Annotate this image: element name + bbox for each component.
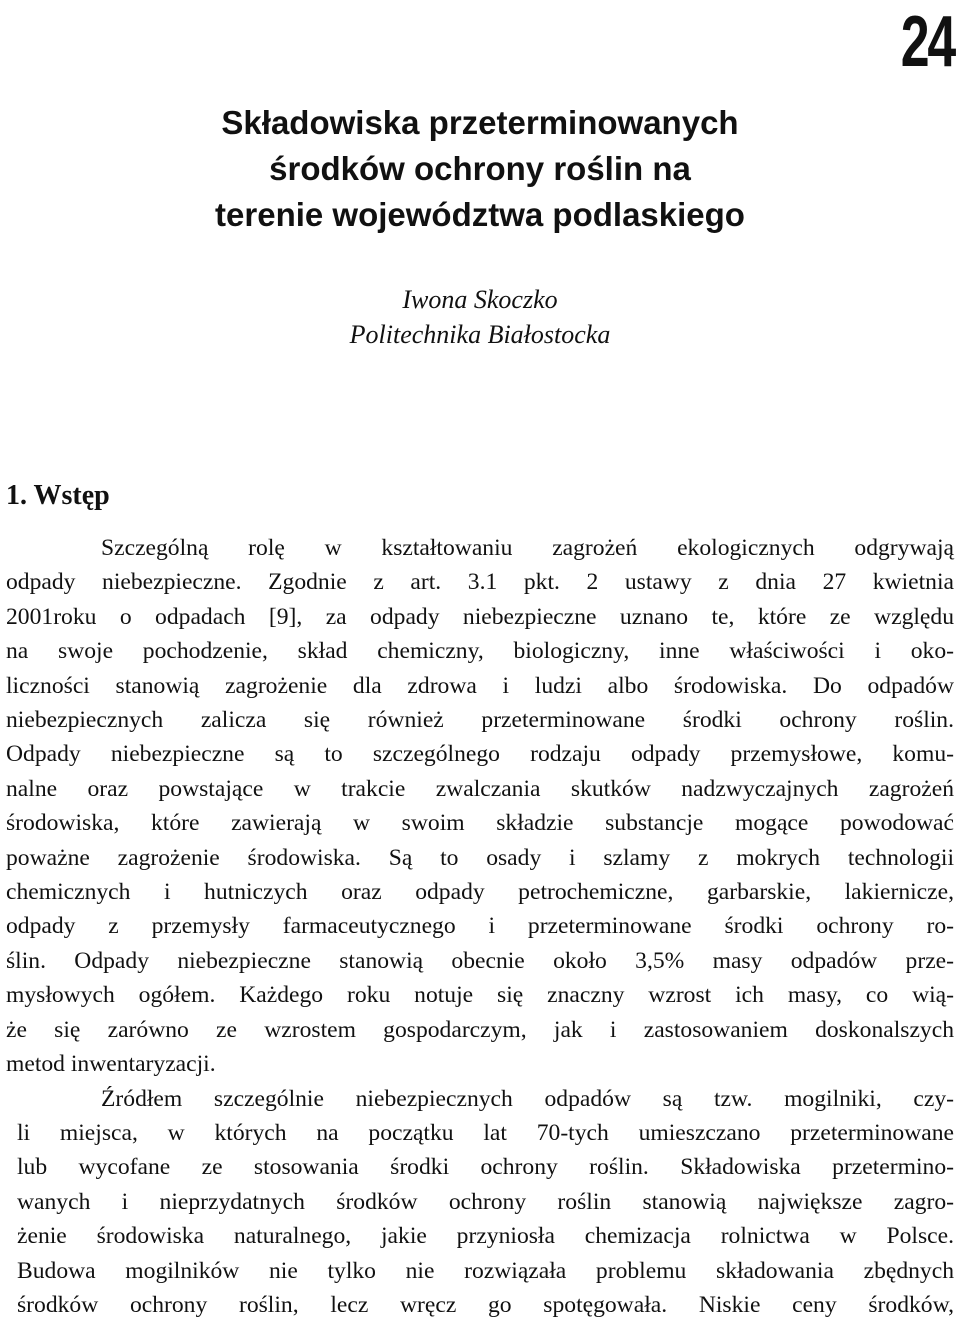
body-line: chemicznych i hutniczych oraz odpady petrochemiczne, garbarskie, lakiernicze,	[6, 879, 954, 906]
body-line: że się zarówno ze wzrostem gospodarczym, jak i zastosowaniem doskonalszych	[6, 1016, 954, 1043]
body-line: Budowa mogilników nie tylko nie rozwiązała problemu składowania zbędnych	[17, 1257, 954, 1284]
section-heading: 1. Wstęp	[6, 480, 110, 511]
body-line: Odpady niebezpieczne są to szczególnego rodzaju odpady przemysłowe, komu-	[6, 741, 954, 768]
body-line: li miejsca, w których na początku lat 70-tych umieszczano przeterminowane	[17, 1119, 954, 1146]
body-line: 2001roku o odpadach [9], za odpady niebezpieczne uznano te, które ze względu	[6, 603, 954, 630]
body-line: mysłowych ogółem. Każdego roku notuje się znaczny wzrost ich masy, co wią-	[6, 982, 954, 1009]
body-line: odpady z przemysły farmaceutycznego i przeterminowane środki ochrony ro-	[6, 913, 954, 940]
body-line: na swoje pochodzenie, skład chemiczny, biologiczny, inne właściwości i oko-	[6, 638, 954, 665]
title-line: terenie województwa podlaskiego	[215, 196, 745, 233]
author-name: Iwona Skoczko	[402, 285, 558, 314]
body-text	[6, 531, 954, 1322]
body-line: środków ochrony roślin, lecz wręcz go spotęgowała. Niskie ceny środków,	[17, 1291, 954, 1318]
body-line: ślin. Odpady niebezpieczne stanowią obecnie około 3,5% masy odpadów prze-	[6, 947, 954, 974]
chapter-number: 24	[900, 2, 954, 82]
title-line: środków ochrony roślin na	[269, 150, 691, 187]
author-block	[80, 282, 880, 352]
author-affiliation: Politechnika Białostocka	[349, 320, 611, 349]
paper-title	[80, 100, 880, 238]
body-line: wanych i nieprzydatnych środków ochrony roślin stanowią największe zagro-	[17, 1188, 954, 1215]
body-line: Szczególną rolę w kształtowaniu zagrożeń ekologicznych odgrywają	[101, 535, 954, 561]
body-line: nalne oraz powstające w trakcie zwalczania skutków nadzwyczajnych zagrożeń	[6, 775, 954, 802]
body-line: liczności stanowią zagrożenie dla zdrowa i ludzi albo środowiska. Do odpadów	[6, 672, 954, 699]
body-line: żenie środowiska naturalnego, jakie przyniosła chemizacja rolnictwa w Polsce.	[17, 1223, 954, 1250]
body-line: lub wycofane ze stosowania środki ochrony roślin. Składowiska przetermino-	[17, 1154, 954, 1181]
body-line: odpady niebezpieczne. Zgodnie z art. 3.1 pkt. 2 ustawy z dnia 27 kwietnia	[6, 569, 954, 596]
body-line: Źródłem szczególnie niebezpiecznych odpadów są tzw. mogilniki, czy-	[101, 1085, 954, 1112]
body-line: środowiska, które zawierają w swoim składzie substancje mogące powodować	[6, 810, 954, 837]
body-line: metod inwentaryzacji.	[6, 1051, 216, 1078]
body-line: niebezpiecznych zalicza się również przeterminowane środki ochrony roślin.	[6, 707, 954, 734]
title-line: Składowiska przeterminowanych	[221, 104, 739, 141]
body-line: poważne zagrożenie środowiska. Są to osady i szlamy z mokrych technologii	[6, 844, 954, 871]
